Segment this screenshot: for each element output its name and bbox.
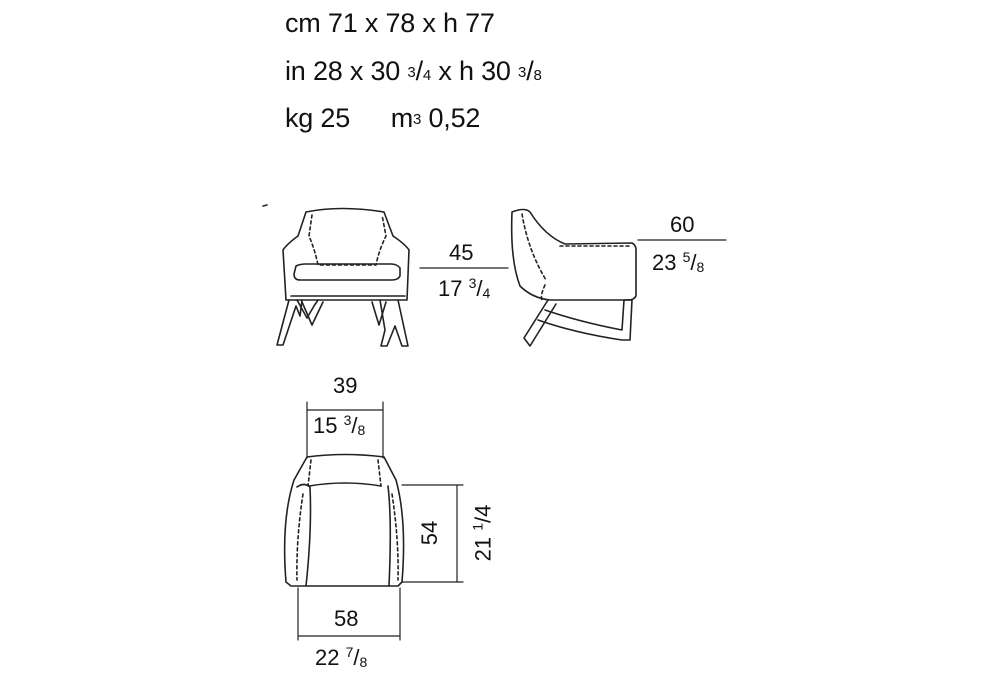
seat-height-in-whole: 17 [438,276,463,301]
dimensions-in-height: x h 30 [438,56,511,86]
side-leg-runner [538,300,632,340]
arm-height-in: 23 $^5$/8 [652,249,705,275]
width-in-whole: 22 [315,645,340,670]
seat-height-in: 17 $^3$/4 [438,275,491,301]
dimensions-in-value: 28 x 30 [312,56,401,86]
fraction-denominator: 8 [533,67,542,84]
arm-height-in-num: 5 [682,249,691,265]
arm-height-cm [670,214,694,236]
volume-exponent: 3 [412,111,422,128]
fraction-numerator: 3 [407,64,416,81]
seat-depth-in-den: 4 [470,504,496,517]
side-leg-front [524,300,556,346]
width-cm [334,608,358,630]
unit-in: in [285,56,306,86]
width-in: 22 $^7$/8 [315,644,368,670]
seat-height-cm-value: 45 [449,240,474,265]
seat-width-in-num: 3 [343,412,352,428]
arm-height-cm-value: 60 [670,212,695,237]
arm-height-in-whole: 23 [652,250,677,275]
side-back-inner [522,214,546,280]
front-view-drawing [277,209,409,347]
side-view-drawing [512,210,636,347]
fraction-numerator: 3 [518,64,527,81]
front-leg-left [277,300,302,345]
arm-height-in-den: 8 [696,259,705,275]
seat-depth-in-whole: 21 [470,536,496,562]
front-seat-cushion [294,264,400,280]
top-inner-right [378,460,381,486]
fraction-denominator: 4 [422,67,432,84]
seat-height-in-num: 3 [468,275,477,291]
seat-depth-cm-value: 54 [417,520,443,546]
seat-height-in-den: 4 [482,285,491,301]
width-in-num: 7 [345,644,354,660]
seat-width-in-whole: 15 [313,413,338,438]
dimensions-cm-value: 71 x 78 x h 77 [327,8,495,38]
volume-value: 0,52 [428,103,481,133]
seat-depth-in-num: 1 [469,522,486,531]
seat-height-cm [449,242,473,264]
front-backrest [283,209,409,301]
top-arm-left [297,494,303,580]
top-inner-left [308,460,311,486]
seat-width-in: 15 $^3$/8 [313,412,366,438]
side-shell [512,210,636,301]
top-seat-right [388,486,390,586]
top-view-drawing [285,455,404,587]
top-seat [297,485,311,587]
drawing-mark [263,205,267,206]
width-cm-value: 58 [334,606,359,631]
volume-unit: m [390,103,413,133]
seat-width-cm [333,375,357,397]
width-in-den: 8 [359,654,368,670]
weight: kg 25 [285,103,351,133]
seat-depth-cm [419,521,441,545]
seat-depth-in: 21 $^1$/4 [469,504,496,562]
top-arm-right [392,494,398,580]
top-backrest-front [309,483,381,486]
dimensions-in: in 28 x 30 $^3$/4 x h 30 $^3$/8 [285,56,542,86]
front-inner-back [309,215,386,265]
seat-width-in-den: 8 [357,422,366,438]
seat-width-cm-value: 39 [333,373,358,398]
side-seam [541,285,545,300]
top-shell [285,455,404,587]
unit-cm: cm [285,8,321,38]
